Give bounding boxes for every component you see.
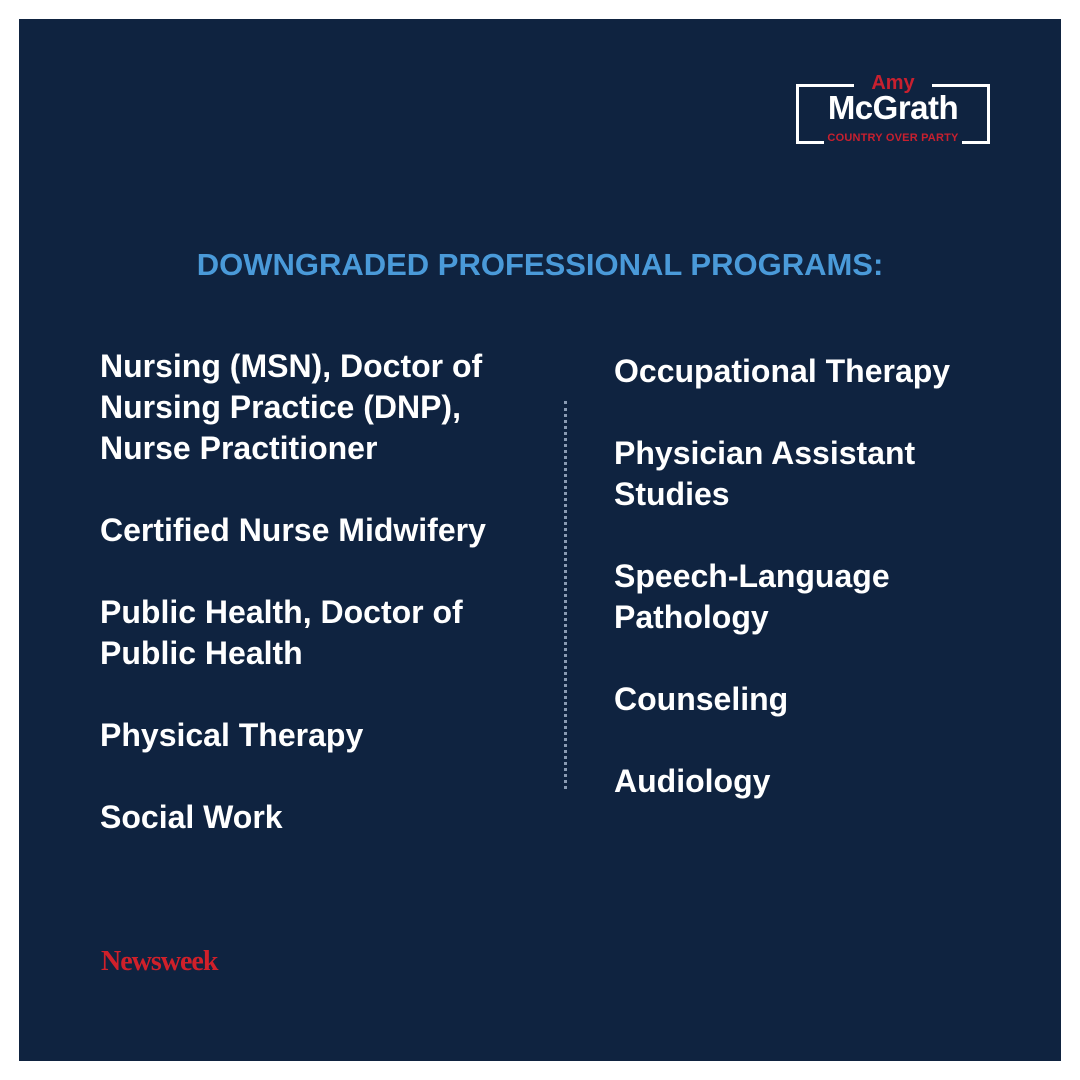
newsweek-logo: Newsweek: [101, 946, 218, 977]
logo-tagline: [796, 132, 990, 144]
column-divider: [564, 401, 567, 789]
program-item: Certified Nurse Midwifery: [100, 512, 486, 548]
program-item: Audiology: [614, 763, 771, 799]
program-item: Public Health, Doctor of Public Health: [100, 594, 463, 671]
program-item: Nursing (MSN), Doctor of Nursing Practice (DNP), Nurse Practitioner: [100, 348, 483, 466]
program-item: Counseling: [614, 681, 789, 717]
logo-first-name: Amy: [871, 72, 915, 94]
page-heading: DOWNGRADED PROFESSIONAL PROGRAMS:: [196, 247, 884, 282]
graphic-card: [19, 19, 1061, 1061]
program-item: Occupational Therapy: [614, 353, 951, 389]
right-program-list: [614, 351, 1034, 843]
campaign-logo: [796, 73, 990, 163]
program-item: Speech-Language Pathology: [614, 558, 890, 635]
program-item: Physical Therapy: [100, 717, 364, 753]
logo-last-name: McGrath: [827, 89, 959, 126]
logo-tagline-text: COUNTRY OVER PARTY: [824, 132, 961, 144]
program-item: Physician Assistant Studies: [614, 435, 916, 512]
left-program-list: [100, 346, 540, 879]
program-item: Social Work: [100, 799, 283, 835]
